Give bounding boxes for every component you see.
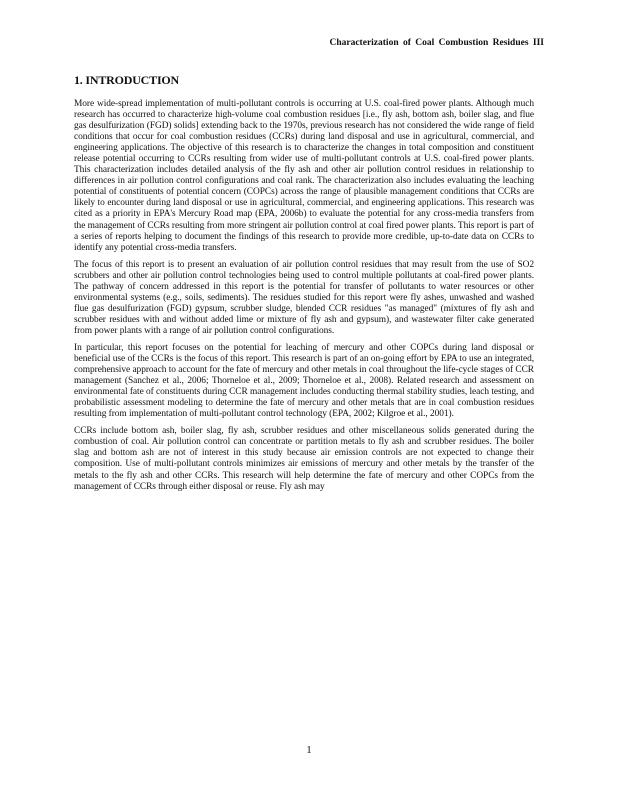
paragraph-objective: More wide-spread implementation of multi-pollutant controls is occurring at U.S. coal-fired power plants. Although much research has occurred to characterize high-volume coal combustion residues [i.e., fly ash, bottom ash, boiler slag, and flue gas desulfurization (FGD) solids] extending back to the 1970s, previous research has not considered the wide range of field conditions that occur for coal combustion residues (CCRs) during land disposal and use in agricultural, commercial, and engineering applications. The objective of this research is to characterize the changes in total composition and constituent release potential occurring to CCRs resulting from wider use of multi-pollutant controls at U.S. coal-fired power plants. This characterization includes detailed analysis of the fly ash and other air pollution control residues in relationship to differences in air pollution control configurations and coal rank. The characterization also includes evaluating the leaching potential of constituents of potential concern (COPCs) across the range of plausible management conditions that CCRs are likely to encounter during land disposal or use in agricultural, commercial, and engineering applications. This research was cited as a priority in EPA's Mercury Road map (EPA, 2006b) to evaluate the potential for any cross-media transfers from the management of CCRs resulting from more stringent air pollution control at coal fired power plants. This report is part of a series of reports helping to document the findings of this research to provide more credible, up-to-date data on CCRs to identify any potential cross-media transfers.	[74, 99, 534, 253]
running-header: Characterization of Coal Combustion Residues III	[329, 38, 544, 48]
page-number: 1	[306, 744, 312, 756]
body-text	[74, 99, 534, 499]
paragraph-focus: The focus of this report is to present an evaluation of air pollution control residues that may result from the use of SO2 scrubbers and other air pollution control technologies being used to control multiple pollutants at coal-fired power plants. The pathway of concern addressed in this report is the potential for transfer of pollutants to water resources or other environmental systems (e.g., soils, sediments). The residues studied for this report were fly ashes, unwashed and washed flue gas desulfurization (FGD) gypsum, scrubber sludge, blended CCR residues "as managed" (mixtures of fly ash and scrubber residues with and without added lime or mixture of fly ash and gypsum), and wastewater filter cake generated from power plants with a range of air pollution control configurations.	[74, 259, 534, 336]
paragraph-leaching: In particular, this report focuses on the potential for leaching of mercury and other COPCs during land disposal or beneficial use of the CCRs is the focus of this report. This research is part of an on-going effort by EPA to use an integrated, comprehensive approach to account for the fate of mercury and other metals in coal throughout the life-cycle stages of CCR management (Sanchez et al., 2006; Thorneloe et al., 2009; Thorneloe et al., 2008). Related research and assessment on environmental fate of constituents during CCR management includes conducting thermal stability studies, leach testing, and probabilistic assessment modeling to determine the fate of mercury and other metals that are in coal combustion residues resulting from implementation of multi-pollutant control technology (EPA, 2002; Kilgroe et al., 2001).	[74, 342, 534, 420]
paragraph-ccrs: CCRs include bottom ash, boiler slag, fly ash, scrubber residues and other miscellaneous solids generated during the combustion of coal. Air pollution control can concentrate or partition metals to fly ash and scrubber residues. The boiler slag and bottom ash are not of interest in this study because air emission controls are not expected to change their composition. Use of multi-pollutant controls minimizes air emissions of mercury and other metals by the transfer of the metals to the fly ash and other CCRs. This research will help determine the fate of mercury and other COPCs from the management of CCRs through either disposal or reuse. Fly ash may	[74, 426, 534, 492]
section-title: 1. INTRODUCTION	[74, 73, 180, 87]
